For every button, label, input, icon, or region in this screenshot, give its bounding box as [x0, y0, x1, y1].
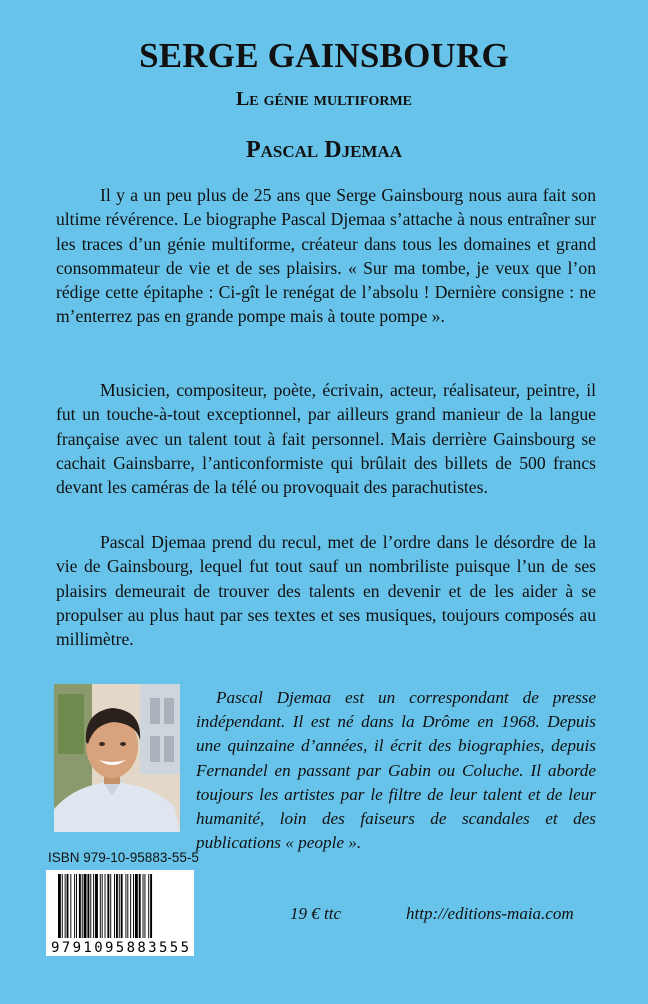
book-title: SERGE GAINSBOURG: [139, 36, 509, 75]
barcode-bar: [67, 874, 69, 938]
isbn-number: ISBN 979-10-95883-55-5: [48, 850, 199, 865]
barcode-bar: [100, 874, 101, 938]
barcode-bar: [84, 874, 87, 938]
barcode-bar: [133, 874, 134, 938]
author-name: Pascal Djemaa: [245, 137, 403, 163]
barcode-bar: [102, 874, 103, 938]
barcode-bar: [62, 874, 63, 938]
isbn-barcode: [46, 870, 194, 956]
barcode-bar: [144, 874, 145, 938]
barcode-bar: [65, 874, 66, 938]
barcode-bar: [79, 874, 81, 938]
price: 19 € ttc: [290, 904, 341, 923]
barcode-bar: [143, 874, 144, 938]
barcode-bar: [139, 874, 141, 938]
barcode-bar: [87, 874, 89, 938]
barcode-bar: [116, 874, 118, 938]
barcode-bar: [95, 874, 98, 938]
barcode-bar: [90, 874, 91, 938]
author-bio: Pascal Djemaa est un correspondant de presse indépendant. Il est né dans la Drôme en 1968. Depuis une quinzaine d’années, il écrit des biographies, depuis Fernandel en passant par Gabin ou Coluche. Il aborde toujours les artistes par le filtre de leur talent et de leur humanité, loin des faiseurs de scandales et des publications « people ».: [196, 688, 596, 853]
barcode-bar: [105, 874, 106, 938]
barcode-bar: [121, 874, 123, 938]
barcode-bar: [127, 874, 128, 938]
barcode-bars: [46, 870, 194, 956]
barcode-bar: [74, 874, 75, 938]
barcode-bar: [150, 874, 152, 938]
barcode-digits: 9791095883555: [51, 940, 189, 956]
barcode-bar: [93, 874, 94, 938]
barcode-bar: [58, 874, 61, 938]
barcode-bar: [119, 874, 120, 938]
barcode-bar: [135, 874, 138, 938]
barcode-bar: [114, 874, 115, 938]
barcode-bar: [82, 874, 83, 938]
publisher-website: http://editions-maia.com: [406, 904, 574, 923]
barcode-bar: [110, 874, 111, 938]
author-photo: [54, 684, 180, 832]
book-subtitle: Le génie multiforme: [235, 88, 413, 110]
author-portrait-image: [54, 684, 180, 832]
summary-paragraph-3: Pascal Djemaa prend du recul, met de l’ordre dans le désordre de la vie de Gainsbourg, lequel fut tout sauf un nombriliste puisque l’un de ses plaisirs demeurait de trouver des talents en devenir et de les aider à se propulser au plus haut par ses textes et ses musiques, toujours composés au millimètre.: [56, 532, 596, 650]
barcode-bar: [125, 874, 126, 938]
summary-paragraph-2: Musicien, compositeur, poète, écrivain, acteur, réalisateur, peintre, il fut un touche-à-tout exceptionnel, par ailleurs grand manieur de la langue française avec un talent tout à fait personnel. Mais derrière Gainsbourg se cachait Gainsbarre, l’anticonformiste qui brûlait des billets de 500 francs devant les caméras de la télé ou provoquait des parachutistes.: [56, 380, 596, 498]
summary-paragraph-1: Il y a un peu plus de 25 ans que Serge Gainsbourg nous aura fait son ultime révérence. Le biographe Pascal Djemaa s’attache à nous entraîner sur les traces d’un génie multiforme, créateur dans tous les domaines et grand consommateur de vie et de ses plaisirs. « Sur ma tombe, je veux que l’on rédige cette épitaphe : Ci-gît le renégat de l’absolu ! Dernière consigne : ne m’enterrez pas en grande pompe mais à toute pompe ».: [56, 185, 596, 327]
barcode-bar: [148, 874, 149, 938]
barcode-bar: [76, 874, 77, 938]
barcode-bar: [107, 874, 109, 938]
barcode-bar: [130, 874, 131, 938]
barcode-bar: [70, 874, 71, 938]
